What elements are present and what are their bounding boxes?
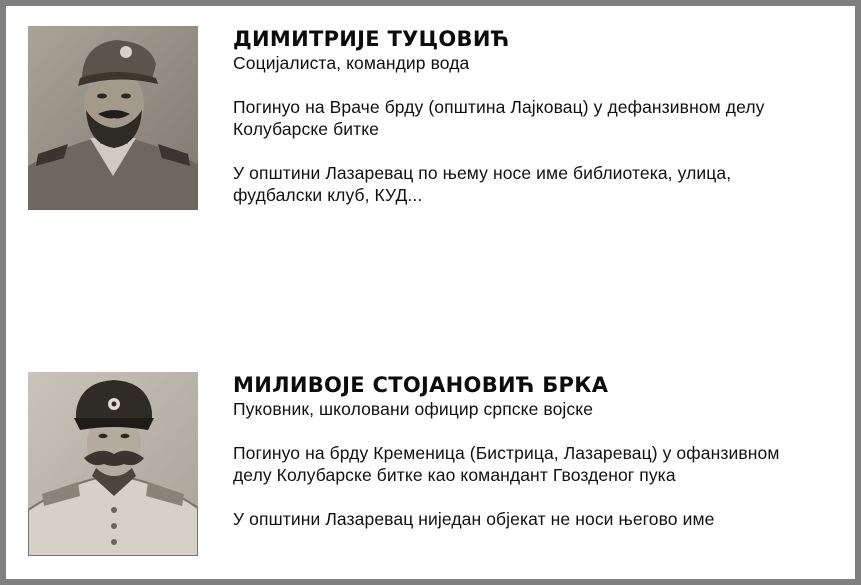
person-role: Социјалиста, командир вода (233, 53, 470, 73)
legacy-line-2: фудбалски клуб, КУД... (233, 185, 423, 205)
person-name: МИЛИВОЈЕ СТОЈАНОВИЋ БРКА (233, 373, 609, 397)
legacy-line-1: У општини Лазаревац по њему носе име библиотека, улица, (233, 163, 732, 183)
entry-text-tucovic (233, 26, 848, 206)
entry-text-stojanovic (233, 372, 848, 530)
legacy-line-1: У општини Лазаревац ниједан објекат не носи његово име (233, 509, 715, 529)
person-role: Пуковник, школовани официр српске војске (233, 399, 594, 419)
death-line-1: Погинуо на брду Кременица (Бистрица, Лазаревац) у офанзивном (233, 443, 780, 463)
death-line-1: Погинуо на Враче брду (општина Лајковац) у дефанзивном делу (233, 97, 765, 117)
portrait-photo-tucovic (28, 26, 198, 210)
portrait-photo-stojanovic (28, 372, 198, 556)
person-name: ДИМИТРИЈЕ ТУЦОВИЋ (233, 27, 510, 51)
death-line-2: Колубарске битке (233, 119, 379, 139)
death-line-2: делу Колубарске битке као командант Гвозденог пука (233, 465, 676, 485)
